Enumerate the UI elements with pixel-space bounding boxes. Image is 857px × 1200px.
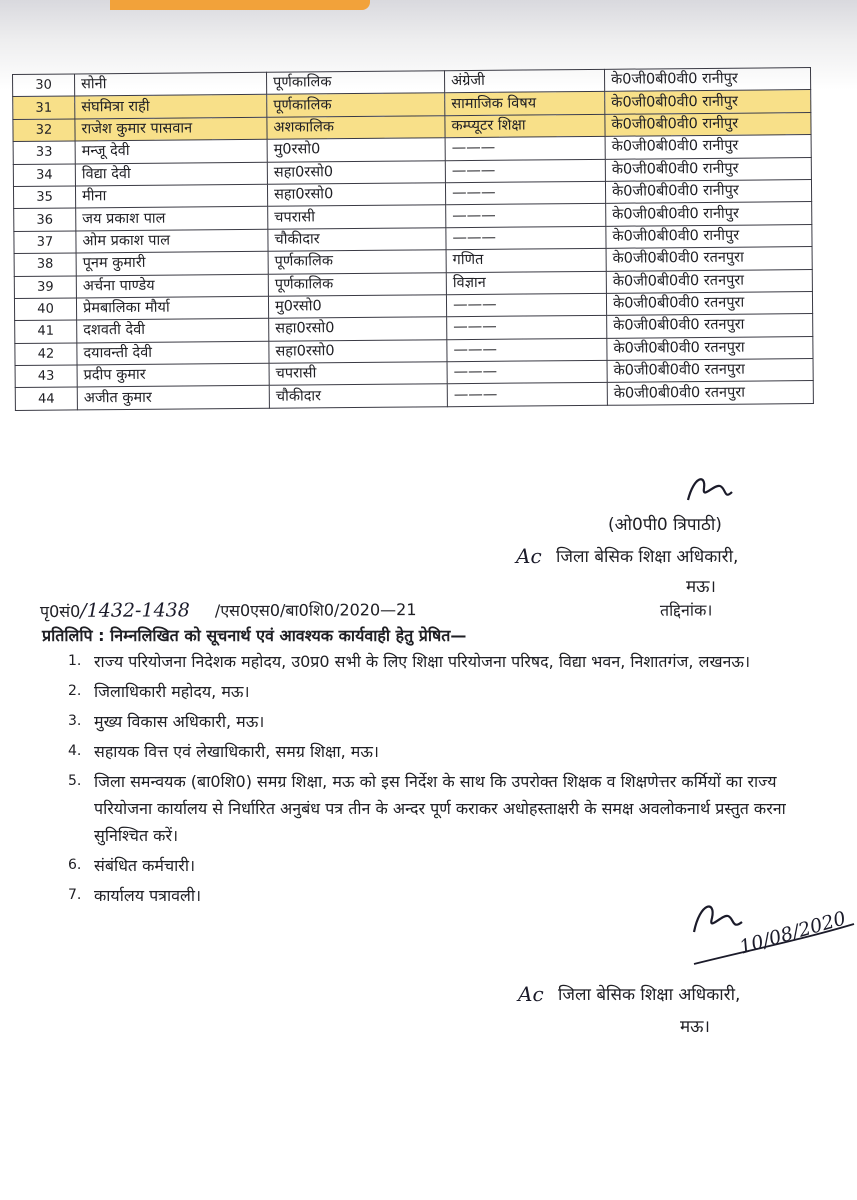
table-cell-sno: 32	[13, 119, 75, 142]
table-cell-subject: गणित	[446, 248, 606, 272]
table-cell-post: सहा0रसो0	[267, 160, 445, 184]
signatory-designation-bottom: जिला बेसिक शिक्षा अधिकारी,	[558, 985, 741, 1005]
copy-item-number: 4.	[68, 743, 82, 759]
signatory-place-bottom: मऊ।	[680, 1017, 710, 1037]
copy-list	[60, 648, 832, 912]
copy-item-text: सहायक वित्त एवं लेखाधिकारी, समग्र शिक्षा, मऊ।	[94, 742, 379, 761]
table-cell-post: पूर्णकालिक	[267, 93, 445, 117]
table-cell-school: के0जी0बी0वी0 रानीपुर	[605, 90, 811, 114]
table-cell-name: दशवती देवी	[77, 319, 269, 343]
table-cell-school: के0जी0बी0वी0 रानीपुर	[605, 179, 811, 203]
table-cell-name: पूनम कुमारी	[76, 251, 268, 275]
copy-list-item	[60, 678, 832, 705]
staff-table	[12, 67, 814, 411]
table-cell-post: चपरासी	[269, 362, 447, 386]
table-cell-school: के0जी0बी0वी0 रतनपुरा	[606, 291, 812, 315]
table-cell-name: दयावन्ती देवी	[77, 341, 269, 365]
table-cell-school: के0जी0बी0वी0 रतनपुरा	[607, 381, 813, 405]
copy-item-number: 5.	[68, 773, 82, 789]
table-cell-sno: 40	[14, 298, 76, 321]
copy-list-item	[60, 738, 832, 765]
handwritten-date: 10/08/2020	[737, 907, 849, 959]
copy-item-text: राज्य परियोजना निदेशक महोदय, उ0प्र0 सभी के लिए शिक्षा परियोजना परिषद, विद्या भवन, निशातगंज, लखनऊ।	[94, 652, 751, 671]
copy-item-number: 7.	[68, 887, 82, 903]
table-cell-sno: 38	[14, 253, 76, 276]
copy-list-item	[60, 768, 832, 849]
signature-top	[680, 470, 740, 510]
table-cell-post: अशकालिक	[267, 116, 445, 140]
table-cell-name: अजीत कुमार	[77, 386, 269, 410]
table-cell-subject: कम्प्यूटर शिक्षा	[445, 114, 605, 138]
copy-item-text: जिला समन्वयक (बा0शि0) समग्र शिक्षा, मऊ को इस निर्देश के साथ कि उपरोक्त शिक्षक व शिक्षणेत्तर कर्मियों का राज्य परियोजना कार्यालय से निर्धारित अनुबंध पत्र तीन के अन्दर पूर्ण कराकर अधोहस्ताक्षरी के समक्ष अवलोकनार्थ प्रस्तुत करना सुनिश्चित करें।	[94, 772, 786, 845]
table-cell-school: के0जी0बी0वी0 रानीपुर	[605, 135, 811, 159]
copy-list-item	[60, 852, 832, 879]
table-cell-school: के0जी0बी0वी0 रानीपुर	[606, 224, 812, 248]
table-cell-post: सहा0रसो0	[269, 317, 447, 341]
table-cell-post: पूर्णकालिक	[268, 272, 446, 296]
copy-item-text: संबंधित कर्मचारी।	[94, 856, 196, 875]
table-cell-name: राजेश कुमार पासवान	[75, 117, 267, 141]
orange-background-strip	[110, 0, 370, 10]
table-cell-school: के0जी0बी0वी0 रतनपुरा	[607, 359, 813, 383]
table-cell-name: मन्जू देवी	[75, 139, 267, 163]
table-cell-name: ओम प्रकाश पाल	[76, 229, 268, 253]
table-cell-subject: ———	[445, 136, 605, 160]
table-cell-sno: 36	[14, 208, 76, 231]
table-cell-school: के0जी0बी0वी0 रानीपुर	[604, 68, 810, 92]
copy-heading: प्रतिलिपि : निम्नलिखित को सूचनार्थ एवं आवश्यक कार्यवाही हेतु प्रेषित—	[42, 626, 467, 645]
table-cell-name: विद्या देवी	[75, 162, 267, 186]
copy-item-number: 3.	[68, 713, 82, 729]
table-cell-sno: 44	[15, 387, 77, 410]
table-cell-name: संघमित्रा राही	[75, 95, 267, 119]
table-cell-name: मीना	[75, 184, 267, 208]
signatory-designation: जिला बेसिक शिक्षा अधिकारी,	[556, 547, 739, 567]
reference-line	[40, 596, 820, 622]
table-cell-sno: 41	[15, 320, 77, 343]
table-cell-school: के0जी0बी0वी0 रानीपुर	[605, 112, 811, 136]
table-cell-school: के0जी0बी0वी0 रतनपुरा	[606, 247, 812, 271]
table-cell-post: पूर्णकालिक	[268, 250, 446, 274]
reference-prefix: पृ0सं0	[39, 601, 81, 622]
table-cell-sno: 42	[15, 343, 77, 366]
table-cell-post: चपरासी	[268, 205, 446, 229]
table-cell-subject: ———	[445, 159, 605, 183]
table-cell-school: के0जी0बी0वी0 रानीपुर	[606, 202, 812, 226]
table-cell-post: सहा0रसो0	[267, 183, 445, 207]
table-cell-name: प्रदीप कुमार	[77, 363, 269, 387]
table-cell-subject: ———	[446, 226, 606, 250]
table-cell-sno: 43	[15, 365, 77, 388]
table-cell-sno: 37	[14, 231, 76, 254]
copy-item-text: कार्यालय पत्रावली।	[94, 886, 202, 905]
table-cell-subject: ———	[447, 316, 607, 340]
reference-code: /एस0एस0/बा0शि0/2020—21	[214, 600, 417, 621]
copy-item-text: मुख्य विकास अधिकारी, मऊ।	[94, 712, 265, 731]
copy-list-item	[60, 648, 832, 675]
copy-item-text: जिलाधिकारी महोदय, मऊ।	[94, 682, 250, 701]
table-cell-subject: ———	[446, 204, 606, 228]
table-cell-school: के0जी0बी0वी0 रतनपुरा	[606, 269, 812, 293]
table-cell-subject: ———	[447, 338, 607, 362]
table-cell-school: के0जी0बी0वी0 रतनपुरा	[607, 336, 813, 360]
copy-item-number: 6.	[68, 857, 82, 873]
table-cell-sno: 34	[13, 164, 75, 187]
table-cell-subject: ———	[446, 293, 606, 317]
table-cell-name: प्रेमबालिका मौर्या	[76, 296, 268, 320]
initials-top: Ac	[516, 544, 542, 568]
initials-bottom: Ac	[518, 982, 544, 1006]
table-cell-name: अर्चना पाण्डेय	[76, 274, 268, 298]
table-cell-sno: 30	[13, 74, 75, 97]
table-cell-sno: 33	[13, 141, 75, 164]
copy-item-number: 1.	[68, 653, 82, 669]
signatory-name: (ओ0पी0 त्रिपाठी)	[608, 515, 722, 535]
table-cell-sno: 39	[14, 275, 76, 298]
table-cell-post: पूर्णकालिक	[266, 71, 444, 95]
table-cell-subject: सामाजिक विषय	[445, 92, 605, 116]
table-cell-subject: ———	[447, 360, 607, 384]
table-cell-post: चौकीदार	[269, 384, 447, 408]
reference-date-text: तद्दिनांक।	[659, 600, 713, 620]
table-cell-name: सोनी	[75, 72, 267, 96]
copy-item-number: 2.	[68, 683, 82, 699]
reference-handwritten-number: /1432-1438	[80, 599, 190, 622]
table-cell-school: के0जी0बी0वी0 रतनपुरा	[607, 314, 813, 338]
copy-list-item	[60, 708, 832, 735]
table-cell-subject: ———	[445, 181, 605, 205]
table-cell-name: जय प्रकाश पाल	[76, 207, 268, 231]
table-cell-post: चौकीदार	[268, 227, 446, 251]
table-cell-sno: 35	[13, 186, 75, 209]
table-cell-sno: 31	[13, 96, 75, 119]
table-cell-post: मु0रसो0	[268, 295, 446, 319]
table-cell-subject: अंग्रेजी	[444, 69, 604, 93]
table-cell-post: मु0रसो0	[267, 138, 445, 162]
table-cell-post: सहा0रसो0	[269, 339, 447, 363]
table-cell-subject: विज्ञान	[446, 271, 606, 295]
staff-table-body	[13, 68, 814, 411]
table-cell-subject: ———	[447, 383, 607, 407]
signatory-place: मऊ।	[686, 577, 716, 597]
table-cell-school: के0जी0बी0वी0 रानीपुर	[605, 157, 811, 181]
